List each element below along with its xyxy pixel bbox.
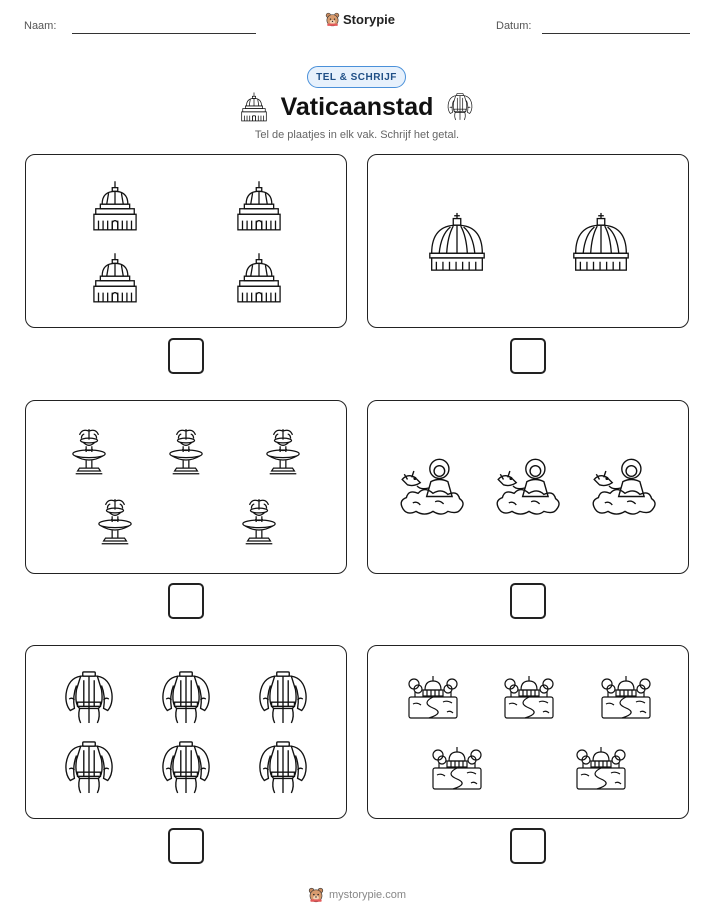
vatican-garden-icon xyxy=(431,743,483,793)
saint-with-dove-icon xyxy=(399,453,467,523)
name-line[interactable] xyxy=(72,33,256,34)
answer-box-1[interactable] xyxy=(168,338,204,374)
name-label: Naam: xyxy=(24,20,57,32)
counting-panel-1 xyxy=(25,154,347,328)
counting-panel-3 xyxy=(25,400,347,574)
guard-uniform-icon xyxy=(258,740,308,796)
fountain-icon xyxy=(70,426,108,476)
guard-uniform-icon xyxy=(161,740,211,796)
bear-mascot-icon xyxy=(325,12,340,27)
vatican-garden-icon xyxy=(503,672,555,722)
saint-with-dove-icon xyxy=(591,453,659,523)
answer-box-2[interactable] xyxy=(510,338,546,374)
vatican-garden-icon xyxy=(407,672,459,722)
basilica-building-icon xyxy=(93,252,137,304)
activity-badge: TEL & SCHRIJF xyxy=(307,66,406,88)
instruction-text: Tel de plaatjes in elk vak. Schrijf het getal. xyxy=(254,129,460,141)
counting-panel-2 xyxy=(367,154,689,328)
footer-url[interactable]: mystorypie.com xyxy=(328,889,407,901)
answer-box-5[interactable] xyxy=(168,828,204,864)
page-title: Vaticaanstad xyxy=(280,92,434,121)
counting-panel-6 xyxy=(367,645,689,819)
bear-mascot-icon xyxy=(308,887,324,903)
saint-with-dove-icon xyxy=(495,453,563,523)
basilica-building-icon xyxy=(237,180,281,232)
dome-icon xyxy=(427,210,487,274)
counting-panel-4 xyxy=(367,400,689,574)
dome-icon xyxy=(571,210,631,274)
guard-uniform-icon xyxy=(64,670,114,726)
basilica-building-icon xyxy=(237,252,281,304)
brand-logo xyxy=(325,12,395,27)
vatican-garden-icon xyxy=(575,743,627,793)
guard-uniform-icon xyxy=(161,670,211,726)
counting-panel-5 xyxy=(25,645,347,819)
guard-uniform-icon xyxy=(258,670,308,726)
basilica-icon xyxy=(241,92,267,122)
footer xyxy=(0,887,714,903)
answer-box-4[interactable] xyxy=(510,583,546,619)
date-label: Datum: xyxy=(496,20,532,32)
fountain-icon xyxy=(96,496,134,546)
brand-name: Storypie xyxy=(343,12,396,27)
fountain-icon xyxy=(264,426,302,476)
answer-box-6[interactable] xyxy=(510,828,546,864)
fountain-icon xyxy=(167,426,205,476)
guard-uniform-icon xyxy=(447,93,473,121)
vatican-garden-icon xyxy=(600,672,652,722)
guard-uniform-icon xyxy=(64,740,114,796)
date-line[interactable] xyxy=(542,33,690,34)
fountain-icon xyxy=(240,496,278,546)
basilica-building-icon xyxy=(93,180,137,232)
title-row xyxy=(0,92,714,122)
answer-box-3[interactable] xyxy=(168,583,204,619)
